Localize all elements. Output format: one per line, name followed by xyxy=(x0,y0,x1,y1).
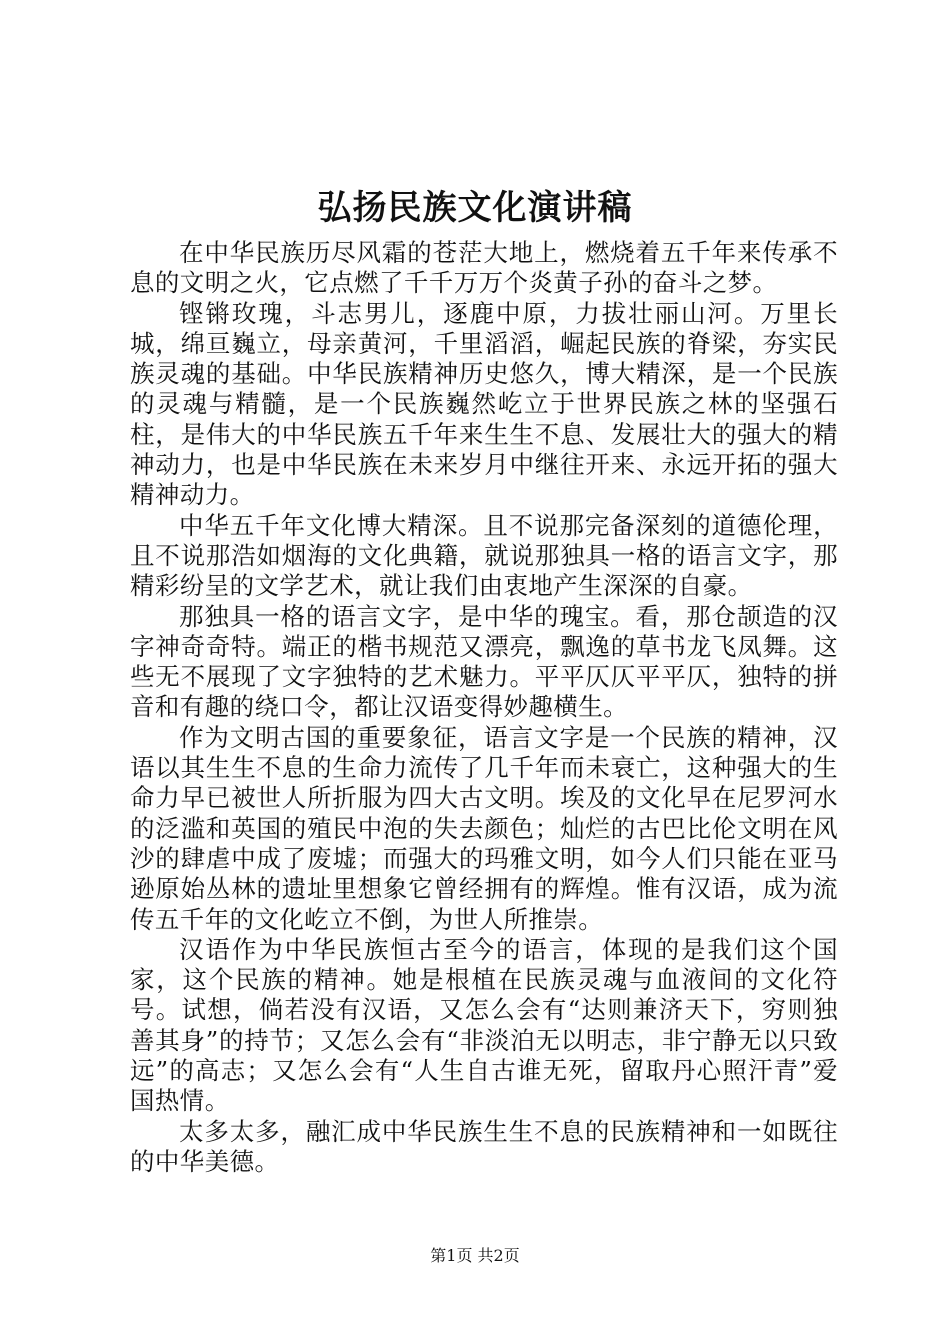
paragraph-4: 那独具一格的语言文字，是中华的瑰宝。看，那仓颉造的汉字神奇奇特。端正的楷书规范又漂亮，飘逸的草书龙飞凤舞。这些无不展现了文字独特的艺术魅力。平平仄仄平平仄，独特的拼音和有趣的绕口令，都让汉语变得妙趣横生。 xyxy=(130,601,838,722)
paragraph-7: 太多太多，融汇成中华民族生生不息的民族精神和一如既往的中华美德。 xyxy=(130,1116,838,1176)
paragraph-3: 中华五千年文化博大精深。且不说那完备深刻的道德伦理，且不说那浩如烟海的文化典籍，就说那独具一格的语言文字，那精彩纷呈的文学艺术，就让我们由衷地产生深深的自豪。 xyxy=(130,510,838,601)
paragraph-5: 作为文明古国的重要象征，语言文字是一个民族的精神，汉语以其生生不息的生命力流传了几千年而未衰亡，这种强大的生命力早已被世人所折服为四大古文明。埃及的文化早在尼罗河水的泛滥和英国的殖民中泡的失去颜色；灿烂的古巴比伦文明在风沙的肆虐中成了废墟；而强大的玛雅文明，如今人们只能在亚马逊原始丛林的遗址里想象它曾经拥有的辉煌。惟有汉语，成为流传五千年的文化屹立不倒，为世人所推崇。 xyxy=(130,722,838,934)
paragraph-1: 在中华民族历尽风霜的苍茫大地上，燃烧着五千年来传承不息的文明之火，它点燃了千千万万个炎黄子孙的奋斗之梦。 xyxy=(130,238,838,298)
page-number-footer: 第1页 共2页 xyxy=(430,1246,520,1265)
document-title: 弘扬民族文化演讲稿 xyxy=(317,188,633,228)
paragraph-6: 汉语作为中华民族恒古至今的语言，体现的是我们这个国家，这个民族的精神。她是根植在民族灵魂与血液间的文化符号。试想，倘若没有汉语，又怎么会有“达则兼济天下，穷则独善其身”的持节；又怎么会有“非淡泊无以明志，非宁静无以只致远”的高志；又怎么会有“人生自古谁无死，留取丹心照汗青”爱国热情。 xyxy=(130,934,838,1116)
document-body xyxy=(130,238,838,1177)
paragraph-2: 铿锵玫瑰，斗志男儿，逐鹿中原，力拔壮丽山河。万里长城，绵亘巍立，母亲黄河，千里滔滔，崛起民族的脊梁，夯实民族灵魂的基础。中华民族精神历史悠久，博大精深，是一个民族的灵魂与精髓，是一个民族巍然屹立于世界民族之林的坚强石柱，是伟大的中华民族五千年来生生不息、发展壮大的强大的精神动力，也是中华民族在未来岁月中继往开来、永远开拓的强大精神动力。 xyxy=(130,298,838,510)
